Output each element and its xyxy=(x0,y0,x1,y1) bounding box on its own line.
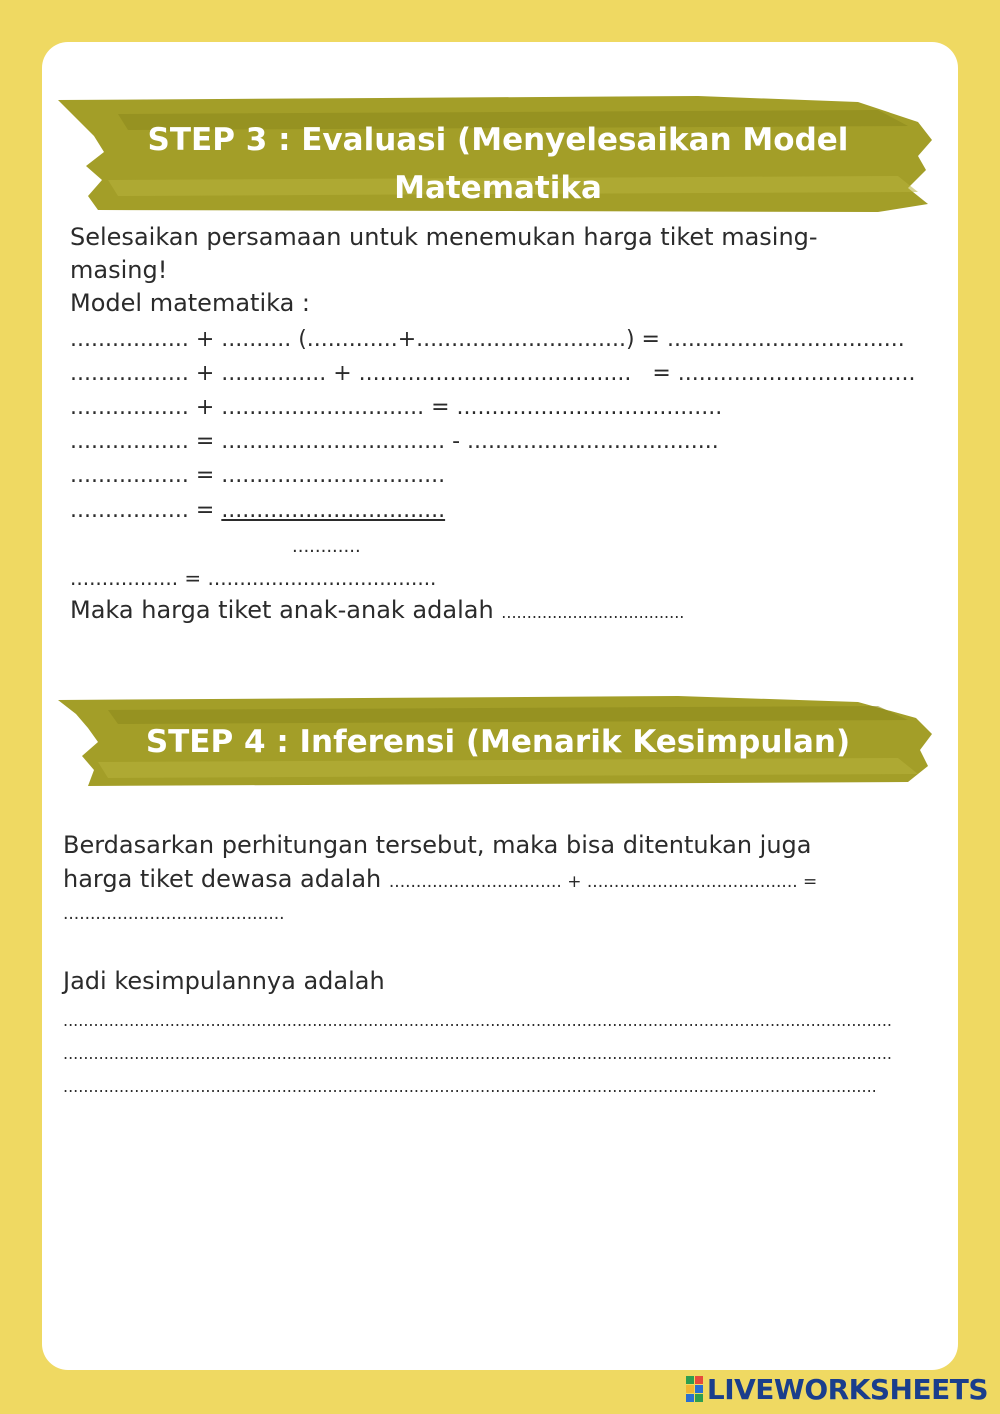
step3-title-line1: STEP 3 : Evaluasi (Menyelesaikan Model xyxy=(147,122,849,158)
step4-para-line2-text: harga tiket dewasa adalah xyxy=(63,865,389,893)
equation-line-5[interactable]: ................. = ................................ xyxy=(70,463,446,488)
step3-instruction-line2: masing! xyxy=(70,256,168,284)
step4-para-line2 xyxy=(63,863,817,899)
fraction-denominator[interactable]: ............ xyxy=(292,536,361,557)
step3-conclusion-text: Maka harga tiket anak-anak adalah xyxy=(70,596,502,624)
step4-banner xyxy=(58,696,938,788)
child-ticket-answer[interactable]: .................................... xyxy=(501,603,685,622)
step3-banner xyxy=(58,96,938,214)
adult-ticket-blank-a[interactable]: ................................ + xyxy=(388,872,587,892)
step4-title: STEP 4 : Inferensi (Menarik Kesimpulan) xyxy=(145,724,851,760)
result-line[interactable]: ................. = .................................... xyxy=(70,566,437,590)
conclusion-label: Jadi kesimpulannya adalah xyxy=(63,967,385,995)
liveworksheets-logo-icon xyxy=(686,1376,703,1402)
equation-line-3[interactable]: ................. + ............................. = ...................................... xyxy=(70,395,723,420)
fraction-numerator: ................................ xyxy=(221,498,446,523)
equation-line-6-left: ................. = xyxy=(70,498,222,523)
step3-title-line2: Matematika xyxy=(394,170,602,206)
equation-line-6[interactable] xyxy=(70,494,445,527)
model-label: Model matematika : xyxy=(70,289,311,317)
conclusion-line-3[interactable]: ................................................................................................................................................................ xyxy=(63,1077,877,1096)
conclusion-line-1[interactable]: ................................................................................................................................................................... xyxy=(63,1011,893,1030)
equation-line-4[interactable]: ................. = ................................ - .................................... xyxy=(70,429,719,454)
adult-ticket-blank-b[interactable]: ....................................... = xyxy=(586,872,818,892)
step3-conclusion xyxy=(70,594,684,629)
adult-ticket-result[interactable]: ......................................... xyxy=(63,904,285,924)
step4-para-line1: Berdasarkan perhitungan tersebut, maka bisa ditentukan juga xyxy=(63,831,812,859)
liveworksheets-logo[interactable] xyxy=(686,1372,988,1406)
equation-line-1[interactable]: ................. + .......... (.............+..............................) = .................................. xyxy=(70,327,905,352)
step3-instruction-line1: Selesaikan persamaan untuk menemukan harga tiket masing- xyxy=(70,223,818,251)
equation-line-2[interactable]: ................. + ............... + ....................................... = .................................. xyxy=(70,361,916,386)
conclusion-line-2[interactable]: ................................................................................................................................................................... xyxy=(63,1044,893,1063)
liveworksheets-logo-text: LIVEWORKSHEETS xyxy=(706,1372,988,1406)
